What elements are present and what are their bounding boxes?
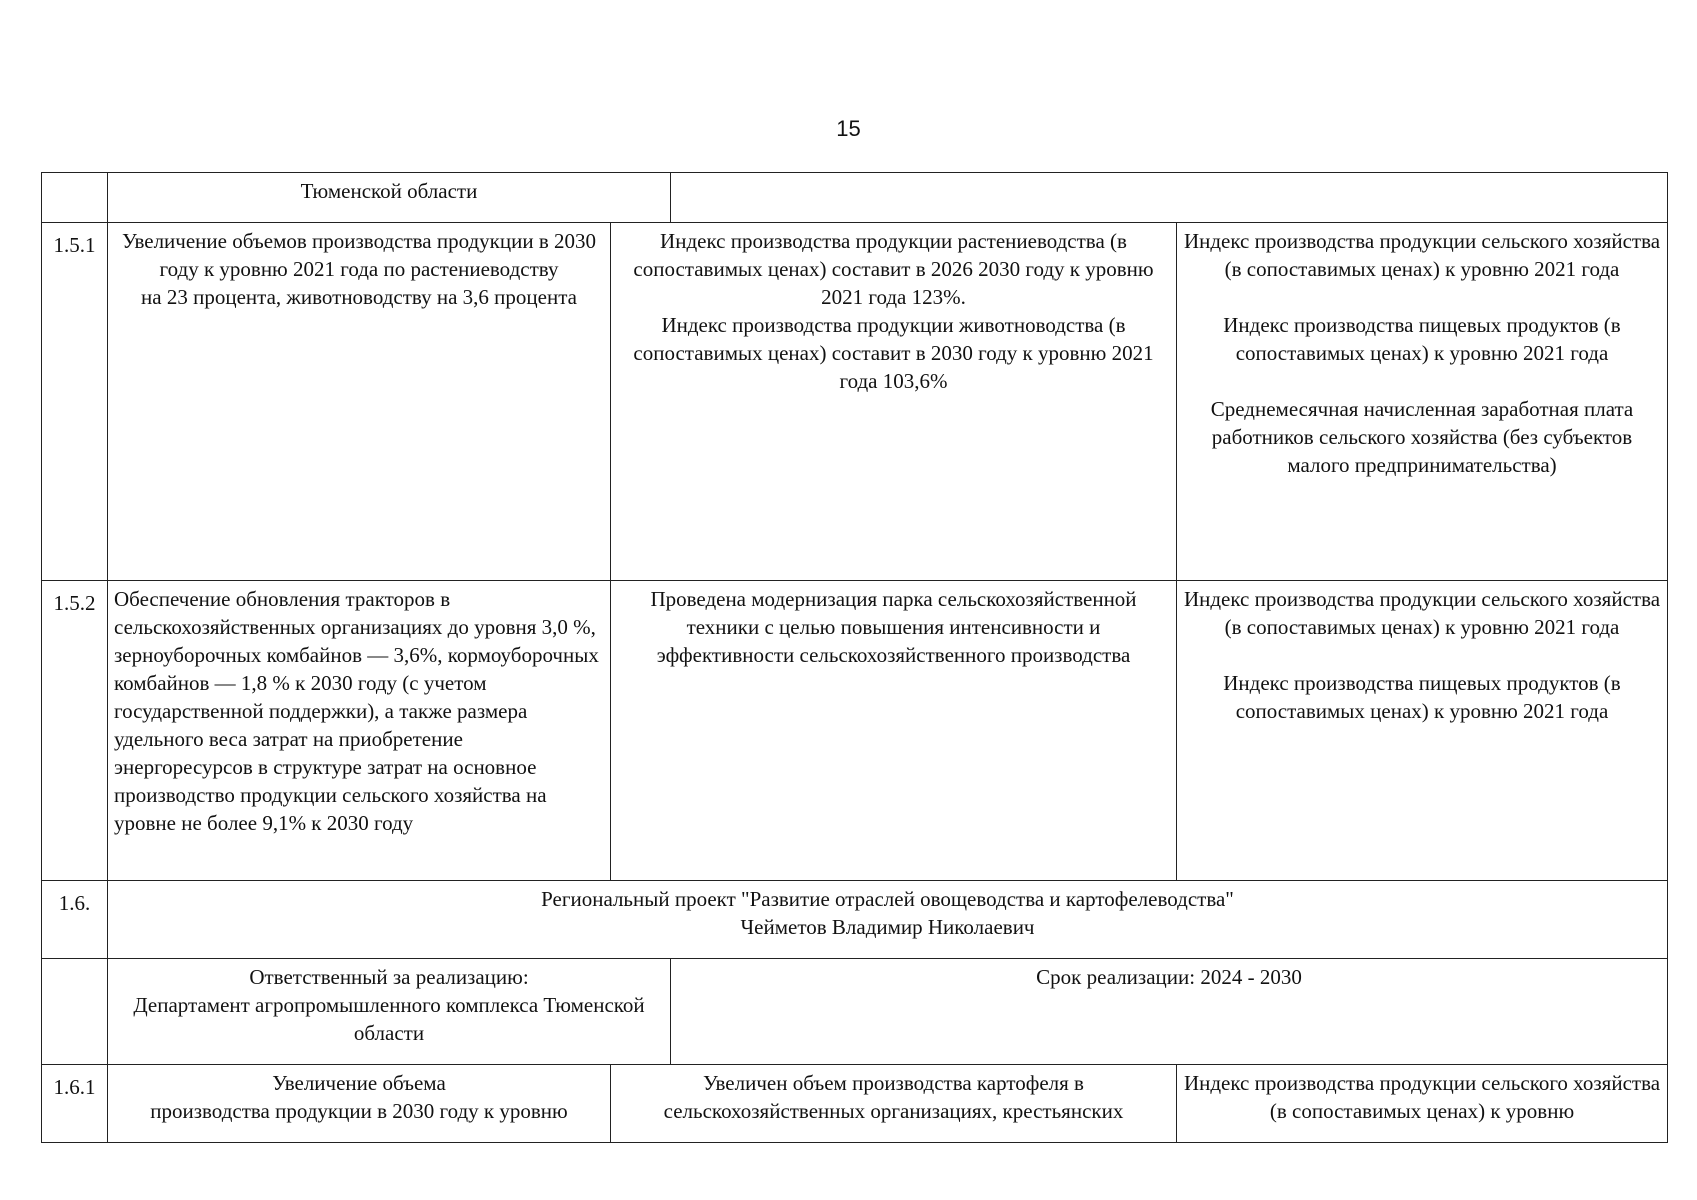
task-cell: Увеличение объема производства продукции в 2030 году к уровню	[108, 1065, 611, 1143]
result-cell: Проведена модернизация парка сельскохозяйственной техники с целью повышения интенсивности и эффективности сельскохозяйственного производства	[611, 581, 1177, 881]
empty-cell	[671, 173, 1668, 223]
indicator-text: Среднемесячная начисленная заработная плата работников сельского хозяйства (без субъектов малого предпринимательства)	[1210, 397, 1634, 477]
indicators-cell: Индекс производства продукции сельского хозяйства (в сопоставимых ценах) к уровню	[1177, 1065, 1668, 1143]
number-cell-empty	[42, 959, 108, 1065]
project-leader: Чейметов Владимир Николаевич	[740, 915, 1035, 939]
table-row	[42, 959, 1668, 1065]
row-number: 1.6.	[42, 881, 108, 959]
table-row	[42, 223, 1668, 581]
number-cell-empty	[42, 173, 108, 223]
indicator-text: Индекс производства пищевых продуктов (в сопоставимых ценах) к уровню 2021 года	[1223, 313, 1621, 365]
result-cell: Увеличен объем производства картофеля в сельскохозяйственных организациях, крестьянских	[611, 1065, 1177, 1143]
term-cell: Срок реализации: 2024 - 2030	[671, 959, 1668, 1065]
indicators-cell	[1177, 223, 1668, 581]
result-cell: Индекс производства продукции растениеводства (в сопоставимых ценах) составит в 2026 2030 году к уровню 2021 года 123%. Индекс производства продукции животноводства (в сопоставимых ценах) составит в 2030 году к уровню 2021 года 103,6%	[611, 223, 1177, 581]
org-cell: Тюменской области	[108, 173, 671, 223]
project-title: Региональный проект "Развитие отраслей овощеводства и картофелеводства"	[541, 887, 1234, 911]
row-number: 1.6.1	[42, 1065, 108, 1143]
indicators-cell	[1177, 581, 1668, 881]
page-number: 15	[836, 116, 861, 141]
table-row	[42, 173, 1668, 223]
task-cell: Увеличение объемов производства продукции в 2030 году к уровню 2021 года по растениеводству на 23 процента, животноводству на 3,6 процента	[108, 223, 611, 581]
project-table	[41, 172, 1668, 1143]
indicator-text: Индекс производства пищевых продуктов (в сопоставимых ценах) к уровню 2021 года	[1223, 671, 1621, 723]
table-row	[42, 881, 1668, 959]
table-row	[42, 581, 1668, 881]
table-row	[42, 1065, 1668, 1143]
indicator-text: Индекс производства продукции сельского хозяйства (в сопоставимых ценах) к уровню 2021 года	[1183, 587, 1661, 639]
indicator-text: Индекс производства продукции сельского хозяйства (в сопоставимых ценах) к уровню 2021 года	[1183, 229, 1661, 281]
row-number: 1.5.2	[42, 581, 108, 881]
responsible-cell: Ответственный за реализацию: Департамент агропромышленного комплекса Тюменской области	[108, 959, 671, 1065]
project-cell	[108, 881, 1668, 959]
row-number: 1.5.1	[42, 223, 108, 581]
task-cell: Обеспечение обновления тракторов в сельскохозяйственных организациях до уровня 3,0 %, зерноуборочных комбайнов — 3,6%, кормоуборочных комбайнов — 1,8 % к 2030 году (с учетом государственной поддержки), а также размера удельного веса затрат на приобретение энергоресурсов в структуре затрат на основное производство продукции сельского хозяйства на уровне не более 9,1% к 2030 году	[108, 581, 611, 881]
